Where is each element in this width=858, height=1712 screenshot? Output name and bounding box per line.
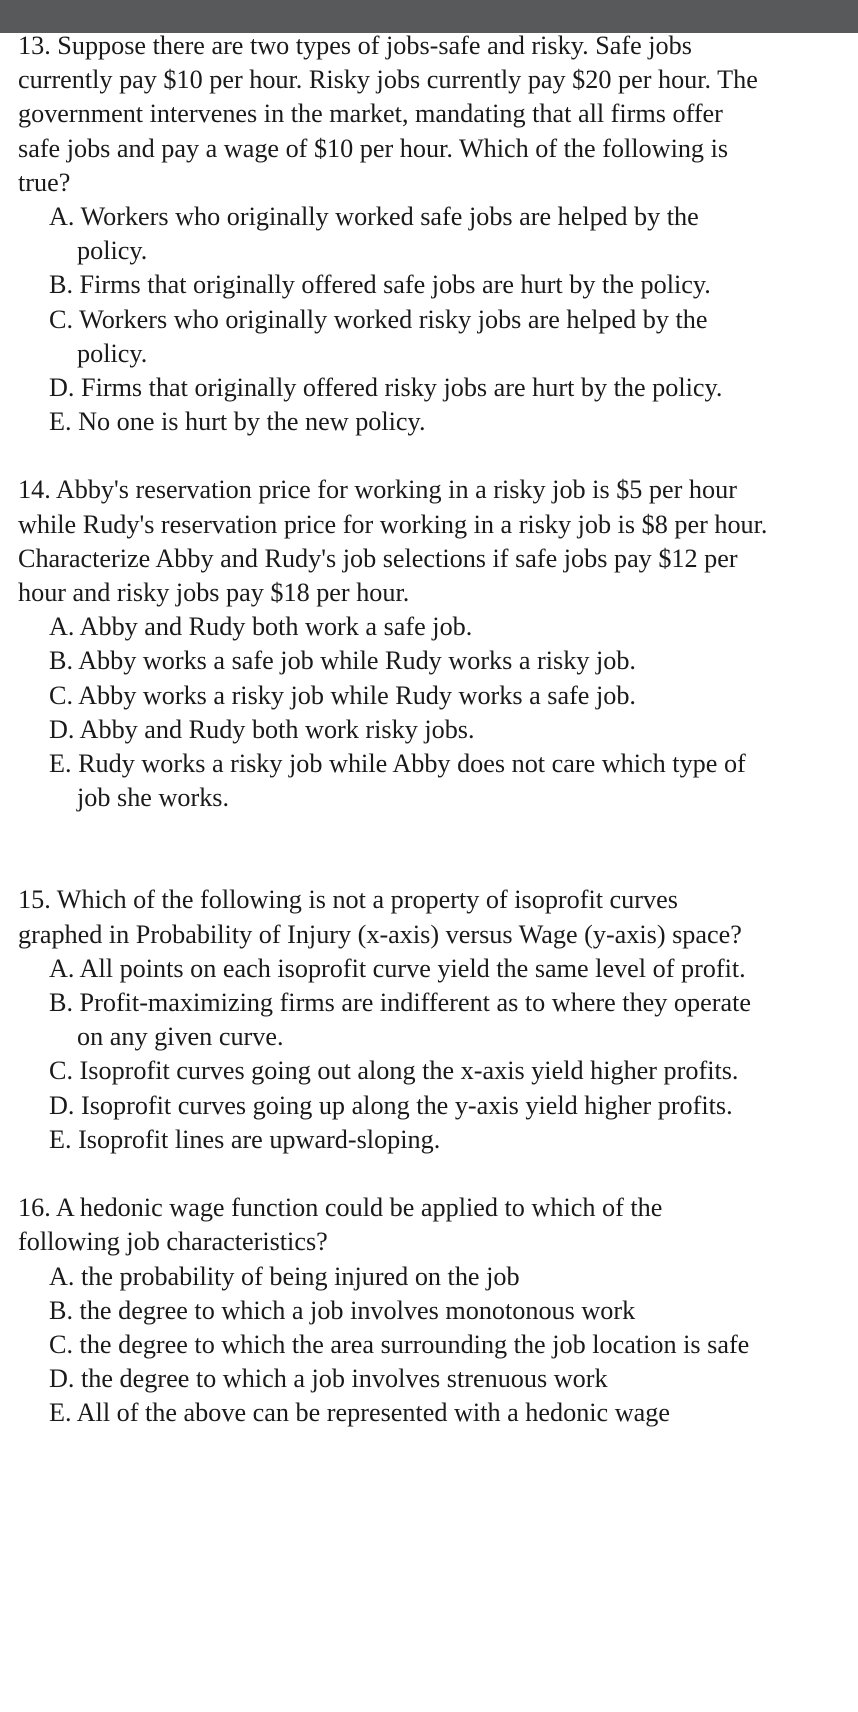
answer-option-c: C. Isoprofit curves going out along the x-axis yield higher profits. bbox=[49, 1056, 739, 1086]
answer-option-a: A. Abby and Rudy both work a safe job. bbox=[49, 612, 473, 642]
answer-options bbox=[18, 200, 768, 439]
answer-option-a: A. the probability of being injured on the job bbox=[49, 1261, 520, 1291]
answer-option-d: D. Isoprofit curves going up along the y-axis yield higher profits. bbox=[49, 1090, 733, 1120]
answer-options bbox=[18, 610, 768, 815]
answer-options bbox=[18, 952, 768, 1157]
answer-option-b: B. Firms that originally offered safe jobs are hurt by the policy. bbox=[49, 270, 711, 300]
answer-option-a: A. All points on each isoprofit curve yield the same level of profit. bbox=[49, 953, 746, 983]
answer-option-e: E. Rudy works a risky job while Abby does not care which type of job she works. bbox=[49, 749, 746, 813]
answer-option-b: B. Profit-maximizing firms are indifferent as to where they operate on any given curve. bbox=[49, 988, 751, 1052]
answer-option-c: C. Workers who originally worked risky jobs are helped by the policy. bbox=[49, 304, 708, 368]
answer-option-d: D. Abby and Rudy both work risky jobs. bbox=[49, 714, 475, 744]
question-text: 13. Suppose there are two types of jobs-safe and risky. Safe jobs currently pay $10 per hour. Risky jobs currently pay $20 per hour. The government intervenes in the market, mandating that all firms offer safe jobs and pay a wage of $10 per hour. Which of the following is true? bbox=[18, 31, 758, 197]
answer-option-d: D. Firms that originally offered risky jobs are hurt by the policy. bbox=[49, 373, 723, 403]
answer-option-b: B. Abby works a safe job while Rudy works a risky job. bbox=[49, 646, 636, 676]
document-body bbox=[18, 29, 768, 1431]
answer-option-a: A. Workers who originally worked safe jobs are helped by the policy. bbox=[49, 202, 699, 266]
answer-option-c: C. the degree to which the area surrounding the job location is safe bbox=[49, 1329, 750, 1359]
answer-option-d: D. the degree to which a job involves strenuous work bbox=[49, 1364, 608, 1394]
question-13 bbox=[18, 29, 768, 439]
question-text: 16. A hedonic wage function could be applied to which of the following job characteristics? bbox=[18, 1193, 663, 1257]
answer-option-e: E. No one is hurt by the new policy. bbox=[49, 407, 426, 437]
question-text: 14. Abby's reservation price for working in a risky job is $5 per hour while Rudy's reservation price for working in a risky job is $8 per hour. Characterize Abby and Rudy's job selections if safe jobs pay $12 per hour and risky jobs pay $18 per hour. bbox=[18, 475, 768, 608]
question-15 bbox=[18, 883, 768, 1157]
answer-option-e: E. Isoprofit lines are upward-sloping. bbox=[49, 1124, 441, 1154]
answer-options bbox=[18, 1260, 768, 1431]
answer-option-b: B. the degree to which a job involves monotonous work bbox=[49, 1295, 636, 1325]
answer-option-c: C. Abby works a risky job while Rudy works a safe job. bbox=[49, 680, 636, 710]
question-16 bbox=[18, 1191, 768, 1430]
question-text: 15. Which of the following is not a property of isoprofit curves graphed in Probability of Injury (x-axis) versus Wage (y-axis) space? bbox=[18, 885, 742, 949]
question-14 bbox=[18, 473, 768, 815]
answer-option-e: E. All of the above can be represented with a hedonic wage bbox=[49, 1398, 670, 1428]
